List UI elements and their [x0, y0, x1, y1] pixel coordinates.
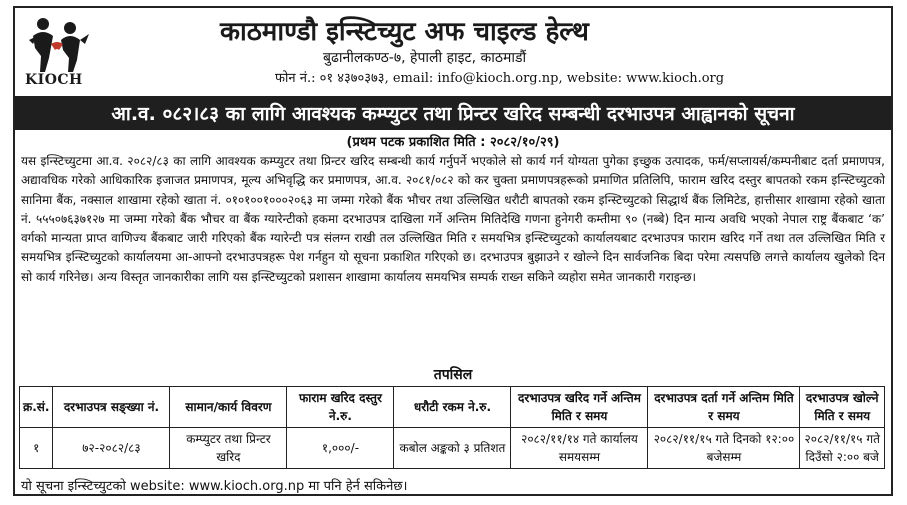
- notice-body: यस इन्स्टिच्युटमा आ.व. २०८२/८३ का लागि आवश्यक कम्प्युटर तथा प्रिन्टर खरिद सम्बन्धी कार्य गर्नुपर्ने भएकोले सो कार्य गर्न योग्यता पुगेका इच्छुक उत्पादक, फर्म/सप्लायर्स/कम्पनीबाट दर्ता प्रमाणपत्र, अद्यावधिक गरेको आधिकारिक इजाजत प्रमाणपत्र, मूल्य अभिवृद्धि कर प्रमाणपत्र, आ.व. २०८१/०८२ को कर चुक्ता प्रमाणपत्रहरूको प्रमाणित प्रतिलिपि, फाराम खरिद दस्तुर बापतको रकम इन्स्टिच्युटको सानिमा बैंक, नक्साल शाखामा रहेको खाता नं. ०१०१००१०००२०६३ मा जम्मा गरेको बैंक भौचर तथा उल्लिखित धरौटी बापतको रकम इन्स्टिच्युटको सिद्धार्थ बैंक लिमिटेड, हात्तीसार शाखामा रहेको खाता नं. ५५५०७६३७१२७ मा जम्मा गरेको बैंक भौचर वा बैंक ग्यारेन्टीको हकमा दरभाउपत्र दाखिला गर्ने अन्तिम मितिदेखि गणना हुनेगरी कम्तीमा ९० (नब्बे) दिन मान्य अवधि भएको नेपाल राष्ट्र बैंकबाट ‘क’ वर्गको मान्यता प्राप्त वाणिज्य बैंकबाट जारी गरिएको बैंक ग्यारेन्टी पत्र संलग्न राखी तल उल्लिखित मिति र समयभित्र इन्स्टिच्युटको कार्यालयबाट दरभाउपत्र फाराम खरिद गर्ने तथा तल उल्लिखित मिति र समयभित्र इन्स्टिच्युटको कार्यालयमा आ-आफ्नो दरभाउपत्रहरू पेश गर्नहुन यो सूचना प्रकाशित गरिएको छ। दरभाउपत्र बुझाउने र खोल्ने दिन सार्वजनिक बिदा परेमा त्यसपछि लगत्ते कार्यालय खुलेको दिन सो कार्य गरिनेछ। अन्य विस्तृत जानकारीका लागि यस इन्स्टिच्युटको प्रशासन शाखामा कार्यालय समयभित्र सम्पर्क राख्न सकिने व्यहोरा समेत जानकारी गराइन्छ।: [21, 154, 885, 284]
- cell-description: कम्प्युटर तथा प्रिन्टर खरिद: [170, 428, 287, 469]
- schedule-table: [19, 386, 885, 469]
- notice-header: [15, 8, 891, 94]
- cell-submission-deadline: २०८२/११/१५ गते दिनको १२:०० बजेसम्म: [648, 428, 800, 469]
- header-description: सामान/कार्य विवरण: [170, 387, 287, 428]
- header-submission-deadline: दरभाउपत्र दर्ता गर्ने अन्तिम मिति र समय: [648, 387, 800, 428]
- title-bar: [15, 96, 891, 130]
- notice-title: आ.व. ०८२।८३ का लागि आवश्यक कम्प्युटर तथा प्रिन्टर खरिद सम्बन्धी दरभाउपत्र आह्वानको सूचना: [111, 103, 795, 125]
- organization-contact: फोन नं.: ०१ ४३७०३७३, email: info@kioch.org.np, website: www.kioch.org: [275, 71, 725, 86]
- cell-form-fee: १,०००/-: [287, 428, 394, 469]
- cell-deposit: कबोल अङ्कको ३ प्रतिशत: [394, 428, 511, 469]
- footer-note: यो सूचना इन्स्टिच्युटको website: www.kioch.org.np मा पनि हेर्न सकिनेछ।: [21, 479, 408, 494]
- table-header-row: [20, 387, 885, 428]
- logo-text: KIOCH: [25, 72, 83, 88]
- organization-name: काठमाण्डौ इन्स्टिच्युट अफ चाइल्ड हेल्थ: [220, 17, 589, 47]
- header-opening-date: दरभाउपत्र खोल्ने मिति र समय: [800, 387, 885, 428]
- header-tender-number: दरभाउपत्र सङ्ख्या नं.: [53, 387, 170, 428]
- tender-notice: [13, 6, 893, 496]
- cell-purchase-deadline: २०८२/११/१४ गते कार्यालय समयसम्म: [511, 428, 648, 469]
- header-form-fee: फाराम खरिद दस्तुर ने.रु.: [287, 387, 394, 428]
- cell-opening-date: २०८२/११/१५ गते दिउँसो २:०० बजे: [800, 428, 885, 469]
- published-date: (प्रथम पटक प्रकाशित मिति : २०८२/१०/२९): [346, 135, 560, 150]
- header-purchase-deadline: दरभाउपत्र खरिद गर्ने अन्तिम मिति र समय: [511, 387, 648, 428]
- children-figures-icon: [23, 14, 93, 76]
- cell-tender-number: ७२-२०८२/८३: [53, 428, 170, 469]
- header-deposit: धरौटी रकम ने.रु.: [394, 387, 511, 428]
- schedule-heading: तपसिल: [433, 367, 473, 383]
- organization-address: बुढानीलकण्ठ-७, हेपाली हाइट, काठमाडौं: [323, 50, 527, 66]
- table-row: [20, 428, 885, 469]
- cell-serial: १: [20, 428, 53, 469]
- header-serial: क्र.सं.: [20, 387, 53, 428]
